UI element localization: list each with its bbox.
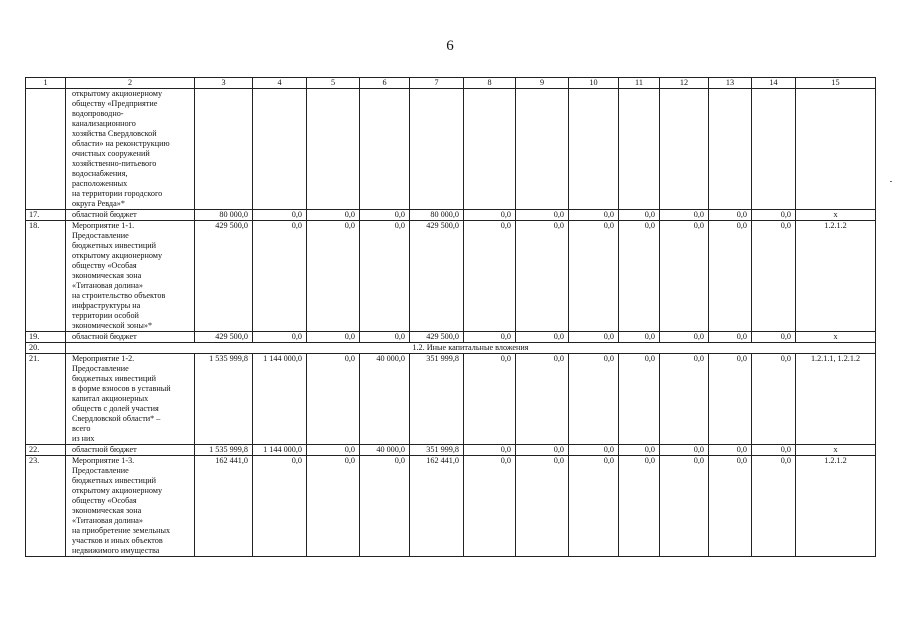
description-line: бюджетных инвестиций: [72, 476, 156, 485]
value-cell: 429 500,0: [195, 221, 253, 332]
value-cell: 0,0: [709, 445, 752, 456]
description-line: инфраструктуры на: [72, 301, 141, 310]
description-line: на приобретение земельных: [72, 526, 171, 535]
description-line: открытому акционерному: [72, 89, 163, 98]
measure-ref-cell: 1.2.1.1, 1.2.1.2: [796, 354, 876, 445]
header-cell: 6: [360, 78, 410, 89]
value-cell: 0,0: [752, 332, 796, 343]
table-row: [26, 210, 876, 221]
description-line: открытому акционерному: [72, 251, 163, 260]
value-cell: [619, 89, 660, 210]
table-row: [26, 221, 876, 332]
measure-ref-cell: 1.2.1.2: [796, 221, 876, 332]
value-cell: 0,0: [709, 210, 752, 221]
value-cell: 0,0: [752, 221, 796, 332]
row-number-cell: 22.: [26, 445, 66, 456]
value-cell: 0,0: [709, 456, 752, 557]
header-cell: 9: [516, 78, 569, 89]
value-cell: 0,0: [752, 445, 796, 456]
row-number-cell: 21.: [26, 354, 66, 445]
value-cell: 0,0: [360, 332, 410, 343]
measure-ref-cell: 1.2.1.2: [796, 456, 876, 557]
value-cell: 0,0: [619, 332, 660, 343]
continuation-row: [26, 89, 876, 210]
description-cell: [66, 89, 195, 210]
table-row: [26, 332, 876, 343]
description-line: Мероприятие 1-3.: [72, 456, 135, 465]
description-line: экономической зоны»*: [72, 321, 153, 330]
value-cell: 0,0: [516, 332, 569, 343]
description-line: расположенных: [72, 179, 128, 188]
value-cell: 0,0: [464, 445, 516, 456]
value-cell: 0,0: [516, 354, 569, 445]
description-line: всего: [72, 424, 91, 433]
value-cell: [516, 89, 569, 210]
value-cell: 0,0: [619, 210, 660, 221]
value-cell: 0,0: [752, 354, 796, 445]
description-line: водопроводно-: [72, 109, 124, 118]
description-line: Свердловской области* –: [72, 414, 161, 423]
value-cell: [464, 89, 516, 210]
value-cell: 0,0: [307, 221, 360, 332]
value-cell: 0,0: [464, 332, 516, 343]
header-cell: 13: [709, 78, 752, 89]
value-cell: 0,0: [464, 210, 516, 221]
table-header-row: [26, 78, 876, 89]
value-cell: 1 144 000,0: [253, 354, 307, 445]
description-line: на строительство объектов: [72, 291, 166, 300]
description-line: Мероприятие 1-2.: [72, 354, 135, 363]
scan-speck: [890, 181, 892, 182]
value-cell: 0,0: [569, 221, 619, 332]
description-line: экономическая зона: [72, 271, 142, 280]
value-cell: 0,0: [253, 456, 307, 557]
value-cell: 162 441,0: [195, 456, 253, 557]
description-line: хозяйственно-питьевого: [72, 159, 157, 168]
value-cell: 1 535 999,8: [195, 354, 253, 445]
header-cell: 4: [253, 78, 307, 89]
description-line: открытому акционерному: [72, 486, 163, 495]
description-line: водоснабжения,: [72, 169, 128, 178]
value-cell: 0,0: [516, 210, 569, 221]
description-cell: [66, 445, 195, 456]
description-cell: [66, 456, 195, 557]
header-cell: 8: [464, 78, 516, 89]
header-cell: 10: [569, 78, 619, 89]
row-number-cell: 23.: [26, 456, 66, 557]
table-row: [26, 354, 876, 445]
row-number-cell: 17.: [26, 210, 66, 221]
header-cell: 1: [26, 78, 66, 89]
header-cell: 3: [195, 78, 253, 89]
table-row: [26, 456, 876, 557]
value-cell: 429 500,0: [410, 332, 464, 343]
value-cell: 429 500,0: [410, 221, 464, 332]
header-cell: 12: [660, 78, 709, 89]
value-cell: 0,0: [660, 210, 709, 221]
description-cell: [66, 332, 195, 343]
description-line: очистных сооружений: [72, 149, 150, 158]
description-line: территории особой: [72, 311, 139, 320]
description-line: обществу «Особая: [72, 496, 137, 505]
value-cell: 0,0: [569, 332, 619, 343]
description-line: областной бюджет: [72, 210, 137, 219]
value-cell: [796, 89, 876, 210]
value-cell: [709, 89, 752, 210]
description-line: хозяйства Свердловской: [72, 129, 157, 138]
row-number-cell: 20.: [26, 343, 66, 354]
value-cell: 0,0: [709, 354, 752, 445]
budget-table: [25, 77, 876, 557]
value-cell: 0,0: [619, 445, 660, 456]
value-cell: 0,0: [660, 221, 709, 332]
value-cell: 80 000,0: [410, 210, 464, 221]
description-line: обществ с долей участия: [72, 404, 159, 413]
value-cell: 0,0: [619, 456, 660, 557]
value-cell: 0,0: [569, 210, 619, 221]
value-cell: 0,0: [464, 354, 516, 445]
description-line: Предоставление: [72, 466, 129, 475]
description-line: областной бюджет: [72, 332, 137, 341]
value-cell: 0,0: [660, 354, 709, 445]
description-line: округа Ревда»*: [72, 199, 125, 208]
value-cell: 0,0: [307, 210, 360, 221]
value-cell: 0,0: [752, 210, 796, 221]
description-line: экономическая зона: [72, 506, 142, 515]
description-line: недвижимого имущества: [72, 546, 160, 555]
value-cell: 351 999,8: [410, 445, 464, 456]
value-cell: 0,0: [307, 445, 360, 456]
value-cell: 0,0: [569, 445, 619, 456]
row-number-cell: 18.: [26, 221, 66, 332]
description-line: на территории городского: [72, 189, 163, 198]
value-cell: 0,0: [660, 456, 709, 557]
value-cell: 0,0: [660, 332, 709, 343]
description-line: области» на реконструкцию: [72, 139, 170, 148]
value-cell: [307, 89, 360, 210]
value-cell: [660, 89, 709, 210]
row-number-cell: [26, 89, 66, 210]
value-cell: 80 000,0: [195, 210, 253, 221]
value-cell: 0,0: [360, 210, 410, 221]
value-cell: 351 999,8: [410, 354, 464, 445]
header-cell: 2: [66, 78, 195, 89]
value-cell: 0,0: [464, 456, 516, 557]
description-line: «Титановая долина»: [72, 281, 143, 290]
value-cell: 0,0: [464, 221, 516, 332]
value-cell: 0,0: [709, 332, 752, 343]
header-cell: 14: [752, 78, 796, 89]
value-cell: 0,0: [253, 210, 307, 221]
value-cell: 0,0: [569, 456, 619, 557]
value-cell: 0,0: [360, 221, 410, 332]
value-cell: 1 144 000,0: [253, 445, 307, 456]
value-cell: 0,0: [709, 221, 752, 332]
measure-ref-cell: x: [796, 445, 876, 456]
value-cell: 0,0: [569, 354, 619, 445]
value-cell: 429 500,0: [195, 332, 253, 343]
value-cell: 0,0: [307, 332, 360, 343]
description-line: обществу «Предприятие: [72, 99, 158, 108]
description-line: бюджетных инвестиций: [72, 374, 156, 383]
description-line: канализационного: [72, 119, 136, 128]
description-line: капитал акционерных: [72, 394, 149, 403]
description-line: «Титановая долина»: [72, 516, 143, 525]
page-number: 6: [446, 38, 454, 54]
value-cell: 0,0: [516, 445, 569, 456]
description-cell: [66, 221, 195, 332]
value-cell: 0,0: [660, 445, 709, 456]
value-cell: 1 535 999,8: [195, 445, 253, 456]
description-line: Предоставление: [72, 364, 129, 373]
table-row: [26, 445, 876, 456]
measure-ref-cell: x: [796, 332, 876, 343]
description-line: Мероприятие 1-1.: [72, 221, 135, 230]
value-cell: [410, 89, 464, 210]
value-cell: 0,0: [619, 221, 660, 332]
value-cell: 0,0: [516, 221, 569, 332]
header-cell: 5: [307, 78, 360, 89]
value-cell: 0,0: [516, 456, 569, 557]
value-cell: 40 000,0: [360, 445, 410, 456]
value-cell: 40 000,0: [360, 354, 410, 445]
header-cell: 11: [619, 78, 660, 89]
value-cell: 162 441,0: [410, 456, 464, 557]
value-cell: [360, 89, 410, 210]
value-cell: 0,0: [253, 332, 307, 343]
header-cell: 7: [410, 78, 464, 89]
row-number-cell: 19.: [26, 332, 66, 343]
description-cell: [66, 210, 195, 221]
value-cell: 0,0: [253, 221, 307, 332]
description-line: в форме взносов в уставный: [72, 384, 171, 393]
value-cell: [752, 89, 796, 210]
description-line: обществу «Особая: [72, 261, 137, 270]
value-cell: [569, 89, 619, 210]
value-cell: 0,0: [307, 456, 360, 557]
section-title-cell: 1.2. Иные капитальные вложения: [66, 343, 876, 354]
value-cell: 0,0: [619, 354, 660, 445]
header-cell: 15: [796, 78, 876, 89]
value-cell: [195, 89, 253, 210]
value-cell: 0,0: [360, 456, 410, 557]
value-cell: [253, 89, 307, 210]
measure-ref-cell: x: [796, 210, 876, 221]
description-line: Предоставление: [72, 231, 129, 240]
section-row: [26, 343, 876, 354]
description-line: участков и иных объектов: [72, 536, 163, 545]
description-cell: [66, 354, 195, 445]
description-line: из них: [72, 434, 95, 443]
description-line: бюджетных инвестиций: [72, 241, 156, 250]
value-cell: 0,0: [752, 456, 796, 557]
description-line: областной бюджет: [72, 445, 137, 454]
value-cell: 0,0: [307, 354, 360, 445]
